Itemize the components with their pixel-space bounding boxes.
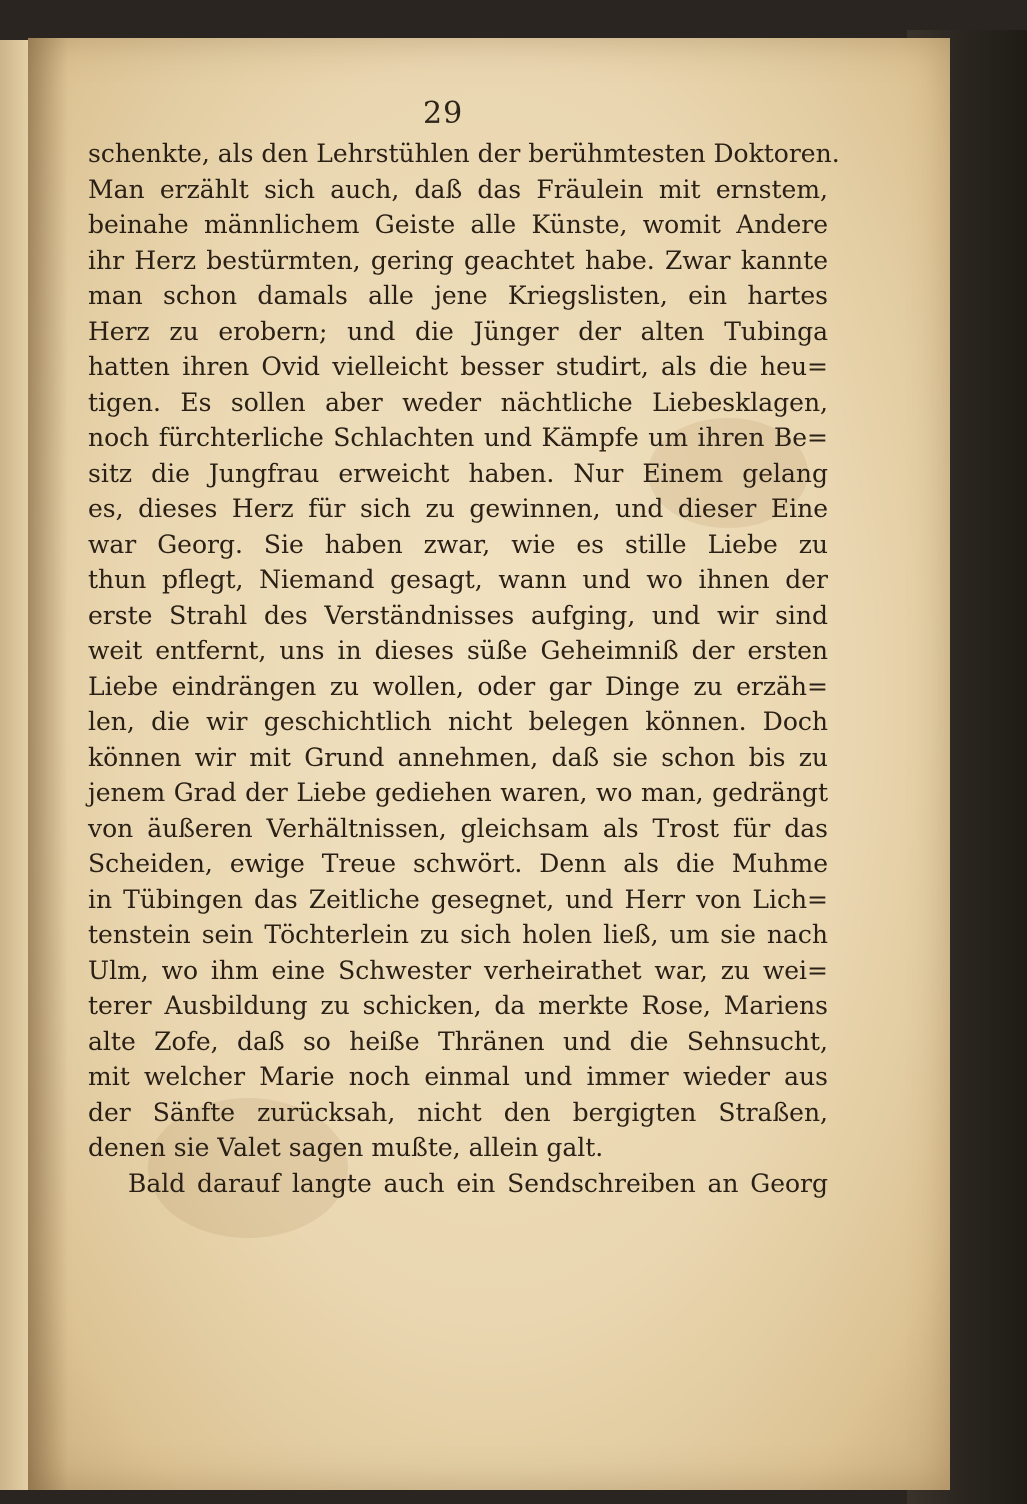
text-line: Scheiden, ewige Treue schwört. Denn als die Muhme (88, 849, 828, 878)
text-line: terer Ausbildung zu schicken, da merkte Rose, Mariens (88, 991, 828, 1020)
text-line: war Georg. Sie haben zwar, wie es stille Liebe zu (88, 529, 828, 559)
text-line: thun pflegt, Niemand gesagt, wann und wo ihnen der (88, 565, 828, 594)
text-line: Ulm, wo ihm eine Schwester verheirathet war, zu wei= (88, 955, 828, 985)
text-line: jenem Grad der Liebe gediehen waren, wo man, gedrängt (88, 778, 828, 807)
text-line: Man erzählt sich auch, daß das Fräulein mit ernstem, (88, 174, 828, 204)
page-gutter-shadow (28, 38, 68, 1490)
page-number: 29 (423, 96, 464, 131)
text-line: Liebe eindrängen zu wollen, oder gar Dinge zu erzäh= (88, 671, 828, 701)
text-line: in Tübingen das Zeitliche gesegnet, und Herr von Lich= (88, 884, 828, 914)
text-line: len, die wir geschichtlich nicht belegen können. Doch (88, 707, 828, 736)
text-line: von äußeren Verhältnissen, gleichsam als Trost für das (88, 813, 828, 843)
text-line: erste Strahl des Verständnisses aufging, und wir sind (88, 600, 828, 630)
text-line: weit entfernt, uns in dieses süße Geheimniß der ersten (88, 636, 828, 665)
text-line: ihr Herz bestürmten, gering geachtet habe. Zwar kannte (88, 245, 828, 275)
text-line: mit welcher Marie noch einmal und immer wieder aus (88, 1062, 828, 1091)
text-line: sitz die Jungfrau erweicht haben. Nur Einem gelang (88, 458, 828, 488)
text-line: Bald darauf langte auch ein Sendschreiben an Georg (128, 1168, 828, 1198)
text-line: hatten ihren Ovid vielleicht besser studirt, als die heu= (88, 352, 828, 381)
text-line: denen sie Valet sagen mußte, allein galt. (88, 1133, 604, 1162)
text-line: können wir mit Grund annehmen, daß sie schon bis zu (88, 742, 828, 772)
body-text (88, 136, 840, 1201)
text-line: tenstein sein Töchterlein zu sich holen ließ, um sie nach (88, 920, 828, 949)
text-line: beinahe männlichem Geiste alle Künste, womit Andere (88, 210, 828, 239)
text-line: alte Zofe, daß so heiße Thränen und die Sehnsucht, (88, 1026, 828, 1056)
text-line: es, dieses Herz für sich zu gewinnen, und dieser Eine (88, 494, 828, 523)
text-line: noch fürchterliche Schlachten und Kämpfe um ihren Be= (88, 423, 828, 452)
text-line: man schon damals alle jene Kriegslisten, ein hartes (88, 281, 828, 310)
text-line: der Sänfte zurücksah, nicht den bergigten Straßen, (88, 1097, 828, 1127)
text-line: schenkte, als den Lehrstühlen der berühmtesten Doktoren. (88, 139, 840, 168)
page-sheet (28, 38, 950, 1490)
text-line: Herz zu erobern; und die Jünger der alten Tubinga (88, 316, 828, 346)
text-line: tigen. Es sollen aber weder nächtliche Liebesklagen, (88, 387, 828, 417)
